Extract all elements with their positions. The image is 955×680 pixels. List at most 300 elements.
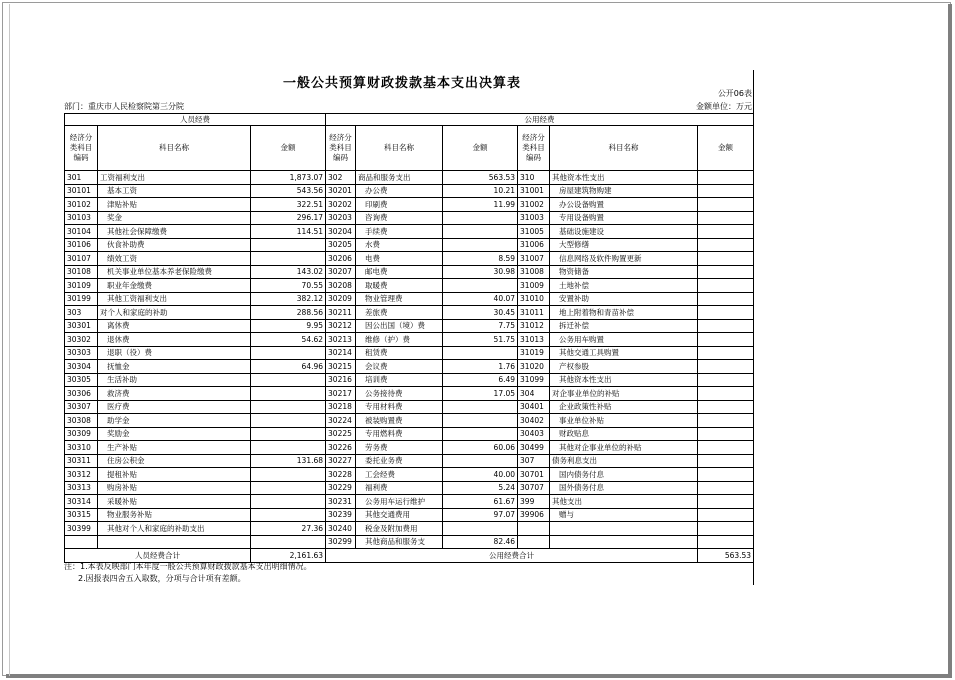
cell-name: 对企事业单位的补贴 bbox=[550, 387, 698, 401]
cell-amount: 61.67 bbox=[443, 495, 518, 509]
cell-amount: 322.51 bbox=[251, 198, 326, 212]
cell-name: 房屋建筑物购建 bbox=[550, 184, 698, 198]
cell-name: 救济费 bbox=[98, 387, 251, 401]
cell-name bbox=[550, 522, 698, 536]
cell-name: 住房公积金 bbox=[98, 454, 251, 468]
cell-amount bbox=[443, 346, 518, 360]
cell-code: 30108 bbox=[65, 265, 98, 279]
cell-name: 专用材料费 bbox=[356, 400, 443, 414]
cell-code: 30229 bbox=[326, 481, 356, 495]
cell-amount bbox=[698, 535, 754, 549]
cell-name: 福利费 bbox=[356, 481, 443, 495]
cell-amount bbox=[251, 468, 326, 482]
cell-amount: 70.55 bbox=[251, 279, 326, 293]
cell-code: 30402 bbox=[518, 414, 550, 428]
cell-amount: 30.98 bbox=[443, 265, 518, 279]
cell-code: 30302 bbox=[65, 333, 98, 347]
table-row bbox=[65, 171, 754, 185]
cell-amount bbox=[698, 252, 754, 266]
cell-amount: 296.17 bbox=[251, 211, 326, 225]
table-row bbox=[65, 508, 754, 522]
cell-amount bbox=[251, 508, 326, 522]
cell-code: 30313 bbox=[65, 481, 98, 495]
cell-code: 30212 bbox=[326, 319, 356, 333]
cell-code: 30215 bbox=[326, 360, 356, 374]
cell-code: 30107 bbox=[65, 252, 98, 266]
table-row bbox=[65, 373, 754, 387]
cell-code: 310 bbox=[518, 171, 550, 185]
cell-name: 对个人和家庭的补助 bbox=[98, 306, 251, 320]
col-header-amount: 金额 bbox=[251, 126, 326, 171]
cell-code bbox=[518, 535, 550, 549]
cell-name: 物业服务补贴 bbox=[98, 508, 251, 522]
cell-name: 邮电费 bbox=[356, 265, 443, 279]
table-row bbox=[65, 333, 754, 347]
table-row bbox=[65, 346, 754, 360]
cell-amount bbox=[251, 387, 326, 401]
cell-code: 304 bbox=[518, 387, 550, 401]
cell-amount bbox=[443, 279, 518, 293]
cell-code: 30224 bbox=[326, 414, 356, 428]
cell-code: 30228 bbox=[326, 468, 356, 482]
cell-code bbox=[65, 535, 98, 549]
cell-name: 税金及附加费用 bbox=[356, 522, 443, 536]
cell-amount bbox=[443, 414, 518, 428]
cell-code: 30216 bbox=[326, 373, 356, 387]
cell-amount bbox=[698, 346, 754, 360]
table-row bbox=[65, 198, 754, 212]
cell-amount: 7.75 bbox=[443, 319, 518, 333]
cell-code: 39906 bbox=[518, 508, 550, 522]
cell-name bbox=[550, 535, 698, 549]
table-row bbox=[65, 468, 754, 482]
cell-name: 其他交通费用 bbox=[356, 508, 443, 522]
cell-code bbox=[518, 522, 550, 536]
expenditure-table bbox=[64, 113, 754, 563]
cell-amount: 51.75 bbox=[443, 333, 518, 347]
cell-code: 30304 bbox=[65, 360, 98, 374]
cell-amount bbox=[698, 495, 754, 509]
cell-name: 劳务费 bbox=[356, 441, 443, 455]
public-total-value: 563.53 bbox=[698, 549, 754, 563]
table-row bbox=[65, 522, 754, 536]
cell-amount: 17.05 bbox=[443, 387, 518, 401]
group-header-personnel: 人员经费 bbox=[65, 114, 326, 126]
cell-amount bbox=[698, 306, 754, 320]
table-row bbox=[65, 481, 754, 495]
cell-code: 30101 bbox=[65, 184, 98, 198]
page-margin-line bbox=[9, 4, 10, 676]
table-row bbox=[65, 387, 754, 401]
cell-name: 培训费 bbox=[356, 373, 443, 387]
table-row bbox=[65, 319, 754, 333]
cell-code: 30305 bbox=[65, 373, 98, 387]
cell-name: 医疗费 bbox=[98, 400, 251, 414]
footnote: 2.因报表四舍五入取数，分项与合计项有差额。 bbox=[78, 574, 246, 583]
cell-amount bbox=[251, 373, 326, 387]
cell-name: 基础设施建设 bbox=[550, 225, 698, 239]
cell-name: 因公出国（境）费 bbox=[356, 319, 443, 333]
cell-code: 30226 bbox=[326, 441, 356, 455]
cell-name: 电费 bbox=[356, 252, 443, 266]
cell-name: 采暖补贴 bbox=[98, 495, 251, 509]
cell-amount bbox=[251, 481, 326, 495]
table-row bbox=[65, 427, 754, 441]
table-row bbox=[65, 252, 754, 266]
amount-unit-label: 金额单位：万元 bbox=[696, 102, 752, 111]
cell-name: 商品和服务支出 bbox=[356, 171, 443, 185]
cell-name: 物资储备 bbox=[550, 265, 698, 279]
cell-code: 30207 bbox=[326, 265, 356, 279]
cell-code: 31007 bbox=[518, 252, 550, 266]
cell-name: 其他商品和服务支 bbox=[356, 535, 443, 549]
cell-code: 31019 bbox=[518, 346, 550, 360]
cell-name: 其他工资福利支出 bbox=[98, 292, 251, 306]
cell-code: 31005 bbox=[518, 225, 550, 239]
cell-code: 30312 bbox=[65, 468, 98, 482]
cell-name: 维修（护）费 bbox=[356, 333, 443, 347]
cell-name: 职业年金缴费 bbox=[98, 279, 251, 293]
cell-code: 30301 bbox=[65, 319, 98, 333]
cell-amount bbox=[251, 414, 326, 428]
cell-name: 奖金 bbox=[98, 211, 251, 225]
cell-code: 31099 bbox=[518, 373, 550, 387]
department-label: 部门：重庆市人民检察院第三分院 bbox=[64, 102, 184, 111]
cell-amount: 27.36 bbox=[251, 522, 326, 536]
cell-name: 拆迁补偿 bbox=[550, 319, 698, 333]
cell-name: 物业管理费 bbox=[356, 292, 443, 306]
cell-amount bbox=[443, 211, 518, 225]
cell-name: 企业政策性补贴 bbox=[550, 400, 698, 414]
cell-amount bbox=[698, 481, 754, 495]
cell-amount bbox=[698, 454, 754, 468]
table-row bbox=[65, 400, 754, 414]
cell-amount: 8.59 bbox=[443, 252, 518, 266]
cell-code: 307 bbox=[518, 454, 550, 468]
cell-code: 30209 bbox=[326, 292, 356, 306]
table-row bbox=[65, 265, 754, 279]
cell-amount: 543.56 bbox=[251, 184, 326, 198]
cell-amount: 6.49 bbox=[443, 373, 518, 387]
cell-name: 事业单位补贴 bbox=[550, 414, 698, 428]
cell-code: 30214 bbox=[326, 346, 356, 360]
cell-code: 30205 bbox=[326, 238, 356, 252]
cell-code: 31002 bbox=[518, 198, 550, 212]
footnote: 注：1.本表反映部门本年度一般公共预算财政拨款基本支出明细情况。 bbox=[64, 562, 312, 571]
cell-code: 31013 bbox=[518, 333, 550, 347]
table-row bbox=[65, 535, 754, 549]
cell-code: 30199 bbox=[65, 292, 98, 306]
cell-name: 债务利息支出 bbox=[550, 454, 698, 468]
cell-amount bbox=[698, 360, 754, 374]
cell-amount bbox=[698, 279, 754, 293]
cell-amount bbox=[251, 441, 326, 455]
table-row bbox=[65, 360, 754, 374]
cell-name: 购房补贴 bbox=[98, 481, 251, 495]
page-shadow-right bbox=[948, 4, 952, 676]
cell-amount bbox=[698, 468, 754, 482]
cell-amount bbox=[443, 225, 518, 239]
cell-name: 产权参股 bbox=[550, 360, 698, 374]
cell-code: 30218 bbox=[326, 400, 356, 414]
cell-code: 30701 bbox=[518, 468, 550, 482]
cell-code: 31001 bbox=[518, 184, 550, 198]
cell-amount bbox=[443, 454, 518, 468]
group-header-public: 公用经费 bbox=[326, 114, 754, 126]
col-header-name: 科目名称 bbox=[550, 126, 698, 171]
personnel-total-value: 2,161.63 bbox=[251, 549, 326, 563]
cell-amount bbox=[698, 292, 754, 306]
cell-code: 30211 bbox=[326, 306, 356, 320]
report-title: 一般公共预算财政拨款基本支出决算表 bbox=[282, 76, 521, 91]
cell-name: 助学金 bbox=[98, 414, 251, 428]
cell-name: 办公费 bbox=[356, 184, 443, 198]
cell-name: 公务用车运行维护 bbox=[356, 495, 443, 509]
cell-amount bbox=[251, 346, 326, 360]
cell-code: 30403 bbox=[518, 427, 550, 441]
cell-code: 399 bbox=[518, 495, 550, 509]
cell-name: 咨询费 bbox=[356, 211, 443, 225]
table-row bbox=[65, 238, 754, 252]
cell-amount bbox=[698, 387, 754, 401]
cell-amount bbox=[698, 319, 754, 333]
cell-code: 303 bbox=[65, 306, 98, 320]
col-header-amount: 金额 bbox=[443, 126, 518, 171]
cell-code: 30208 bbox=[326, 279, 356, 293]
cell-name: 其他资本性支出 bbox=[550, 373, 698, 387]
cell-name: 国外债务付息 bbox=[550, 481, 698, 495]
cell-code: 30308 bbox=[65, 414, 98, 428]
cell-name: 伙食补助费 bbox=[98, 238, 251, 252]
table-row bbox=[65, 225, 754, 239]
cell-name: 专用燃料费 bbox=[356, 427, 443, 441]
cell-amount: 40.00 bbox=[443, 468, 518, 482]
cell-name: 提租补贴 bbox=[98, 468, 251, 482]
cell-code: 30707 bbox=[518, 481, 550, 495]
personnel-total-label: 人员经费合计 bbox=[65, 549, 251, 563]
cell-code: 30102 bbox=[65, 198, 98, 212]
cell-code: 30231 bbox=[326, 495, 356, 509]
cell-name: 办公设备购置 bbox=[550, 198, 698, 212]
cell-amount bbox=[698, 373, 754, 387]
cell-amount bbox=[698, 225, 754, 239]
cell-code: 30315 bbox=[65, 508, 98, 522]
cell-amount bbox=[443, 238, 518, 252]
table-row bbox=[65, 414, 754, 428]
cell-code: 30109 bbox=[65, 279, 98, 293]
cell-name: 离休费 bbox=[98, 319, 251, 333]
cell-name: 印刷费 bbox=[356, 198, 443, 212]
cell-amount: 563.53 bbox=[443, 171, 518, 185]
cell-name: 退休费 bbox=[98, 333, 251, 347]
cell-amount: 11.99 bbox=[443, 198, 518, 212]
cell-name: 其他资本性支出 bbox=[550, 171, 698, 185]
cell-name: 国内债务付息 bbox=[550, 468, 698, 482]
table-row bbox=[65, 306, 754, 320]
cell-name: 抚恤金 bbox=[98, 360, 251, 374]
cell-amount bbox=[443, 400, 518, 414]
cell-amount: 1,873.07 bbox=[251, 171, 326, 185]
totals-row bbox=[65, 549, 754, 563]
cell-code: 302 bbox=[326, 171, 356, 185]
cell-amount bbox=[251, 535, 326, 549]
cell-name: 生活补助 bbox=[98, 373, 251, 387]
cell-amount bbox=[698, 265, 754, 279]
cell-amount bbox=[698, 400, 754, 414]
cell-name: 绩效工资 bbox=[98, 252, 251, 266]
cell-amount: 382.12 bbox=[251, 292, 326, 306]
cell-amount: 54.62 bbox=[251, 333, 326, 347]
cell-code: 30303 bbox=[65, 346, 98, 360]
cell-code: 30239 bbox=[326, 508, 356, 522]
col-header-code: 经济分类科目编码 bbox=[326, 126, 356, 171]
cell-code: 30399 bbox=[65, 522, 98, 536]
cell-amount: 131.68 bbox=[251, 454, 326, 468]
cell-amount bbox=[698, 441, 754, 455]
cell-name: 被装购置费 bbox=[356, 414, 443, 428]
table-row bbox=[65, 454, 754, 468]
cell-name: 其他对企事业单位的补贴 bbox=[550, 441, 698, 455]
cell-name: 其他支出 bbox=[550, 495, 698, 509]
cell-name: 安置补助 bbox=[550, 292, 698, 306]
cell-name: 退职（役）费 bbox=[98, 346, 251, 360]
cell-name: 公务接待费 bbox=[356, 387, 443, 401]
cell-amount bbox=[443, 522, 518, 536]
footnotes bbox=[64, 561, 312, 585]
col-header-amount: 金额 bbox=[698, 126, 754, 171]
cell-name: 取暖费 bbox=[356, 279, 443, 293]
cell-code: 31009 bbox=[518, 279, 550, 293]
cell-amount bbox=[698, 508, 754, 522]
cell-code: 30106 bbox=[65, 238, 98, 252]
cell-code: 31020 bbox=[518, 360, 550, 374]
cell-amount: 114.51 bbox=[251, 225, 326, 239]
cell-name: 工会经费 bbox=[356, 468, 443, 482]
table-row bbox=[65, 292, 754, 306]
cell-name: 手续费 bbox=[356, 225, 443, 239]
cell-name: 租赁费 bbox=[356, 346, 443, 360]
cell-amount bbox=[698, 184, 754, 198]
cell-code: 30227 bbox=[326, 454, 356, 468]
cell-code: 30225 bbox=[326, 427, 356, 441]
cell-amount: 64.96 bbox=[251, 360, 326, 374]
cell-name: 土地补偿 bbox=[550, 279, 698, 293]
cell-amount: 9.95 bbox=[251, 319, 326, 333]
cell-code: 30314 bbox=[65, 495, 98, 509]
cell-amount: 40.07 bbox=[443, 292, 518, 306]
cell-name: 专用设备购置 bbox=[550, 211, 698, 225]
cell-name: 赠与 bbox=[550, 508, 698, 522]
cell-name bbox=[98, 535, 251, 549]
cell-amount bbox=[251, 252, 326, 266]
cell-name: 其他对个人和家庭的补助支出 bbox=[98, 522, 251, 536]
cell-code: 30307 bbox=[65, 400, 98, 414]
cell-name: 机关事业单位基本养老保险缴费 bbox=[98, 265, 251, 279]
cell-amount bbox=[698, 427, 754, 441]
cell-code: 30401 bbox=[518, 400, 550, 414]
cell-amount: 5.24 bbox=[443, 481, 518, 495]
cell-name: 财政贴息 bbox=[550, 427, 698, 441]
cell-code: 30202 bbox=[326, 198, 356, 212]
cell-name: 津贴补贴 bbox=[98, 198, 251, 212]
cell-code: 31006 bbox=[518, 238, 550, 252]
cell-amount bbox=[698, 211, 754, 225]
table-row bbox=[65, 495, 754, 509]
cell-amount: 97.07 bbox=[443, 508, 518, 522]
table-row bbox=[65, 279, 754, 293]
cell-name: 委托业务费 bbox=[356, 454, 443, 468]
cell-code: 31010 bbox=[518, 292, 550, 306]
cell-amount: 60.06 bbox=[443, 441, 518, 455]
cell-code: 30310 bbox=[65, 441, 98, 455]
cell-amount: 143.02 bbox=[251, 265, 326, 279]
cell-code: 301 bbox=[65, 171, 98, 185]
cell-amount bbox=[251, 427, 326, 441]
cell-code: 30104 bbox=[65, 225, 98, 239]
cell-code: 31012 bbox=[518, 319, 550, 333]
cell-name: 信息网络及软件购置更新 bbox=[550, 252, 698, 266]
cell-amount: 82.46 bbox=[443, 535, 518, 549]
cell-amount: 30.45 bbox=[443, 306, 518, 320]
col-header-name: 科目名称 bbox=[98, 126, 251, 171]
col-header-code: 经济分类科目编码 bbox=[518, 126, 550, 171]
cell-name: 基本工资 bbox=[98, 184, 251, 198]
cell-code: 31003 bbox=[518, 211, 550, 225]
cell-amount bbox=[251, 495, 326, 509]
page-shadow-bottom bbox=[6, 674, 952, 678]
cell-code: 31008 bbox=[518, 265, 550, 279]
col-header-name: 科目名称 bbox=[356, 126, 443, 171]
cell-code: 30306 bbox=[65, 387, 98, 401]
cell-amount bbox=[698, 171, 754, 185]
cell-name: 其他交通工具购置 bbox=[550, 346, 698, 360]
cell-name: 差旅费 bbox=[356, 306, 443, 320]
cell-amount: 288.56 bbox=[251, 306, 326, 320]
form-code: 公开06表 bbox=[717, 89, 752, 98]
cell-code: 30309 bbox=[65, 427, 98, 441]
cell-amount bbox=[698, 333, 754, 347]
cell-code: 30499 bbox=[518, 441, 550, 455]
cell-amount bbox=[698, 238, 754, 252]
cell-code: 30213 bbox=[326, 333, 356, 347]
cell-code: 30206 bbox=[326, 252, 356, 266]
cell-name: 公务用车购置 bbox=[550, 333, 698, 347]
cell-code: 30203 bbox=[326, 211, 356, 225]
table-row bbox=[65, 184, 754, 198]
cell-code: 30240 bbox=[326, 522, 356, 536]
table-row bbox=[65, 441, 754, 455]
cell-name: 生产补贴 bbox=[98, 441, 251, 455]
public-total-label: 公用经费合计 bbox=[326, 549, 698, 563]
cell-name: 大型修缮 bbox=[550, 238, 698, 252]
cell-amount bbox=[698, 522, 754, 536]
cell-amount: 1.76 bbox=[443, 360, 518, 374]
cell-amount: 10.21 bbox=[443, 184, 518, 198]
cell-name: 工资福利支出 bbox=[98, 171, 251, 185]
cell-name: 奖励金 bbox=[98, 427, 251, 441]
cell-code: 30103 bbox=[65, 211, 98, 225]
cell-amount bbox=[443, 427, 518, 441]
cell-code: 30299 bbox=[326, 535, 356, 549]
cell-code: 30204 bbox=[326, 225, 356, 239]
cell-amount bbox=[251, 400, 326, 414]
cell-name: 水费 bbox=[356, 238, 443, 252]
cell-amount bbox=[251, 238, 326, 252]
cell-code: 31011 bbox=[518, 306, 550, 320]
cell-code: 30201 bbox=[326, 184, 356, 198]
cell-amount bbox=[698, 198, 754, 212]
cell-code: 30217 bbox=[326, 387, 356, 401]
